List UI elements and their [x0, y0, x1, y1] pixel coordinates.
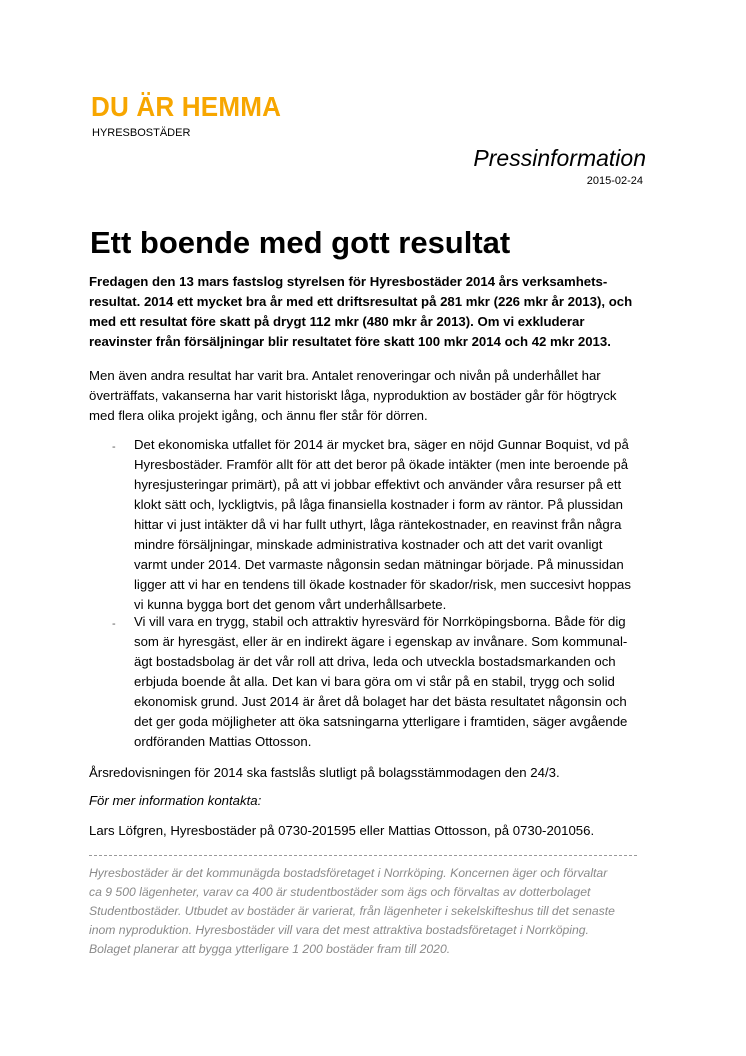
- quote-line: ligger att vi har en tendens till ökade kostnader för skador/risk, men succesivt hoppas: [134, 577, 631, 592]
- quote-line: Vi vill vara en trygg, stabil och attraktiv hyresvärd för Norrköpingsborna. Både för dig: [134, 614, 626, 629]
- quote-line: vi kunna bygga bort det genom vårt underhållsarbete.: [134, 597, 447, 612]
- quote-line: ordföranden Mattias Ottosson.: [134, 734, 312, 749]
- document-type: Pressinformation: [473, 145, 646, 171]
- quote-line: hittar vi just intäkter då vi har fullt uthyrt, låga räntekostnader, en reavinst från några: [134, 517, 622, 532]
- logo-company-name: HYRESBOSTÄDER: [92, 127, 191, 139]
- page-title: Ett boende med gott resultat: [90, 225, 511, 260]
- lead-line: resultat. 2014 ett mycket bra år med ett driftsresultat på 281 mkr (226 mkr år 2013), och: [89, 294, 633, 309]
- annual-report-note: Årsredovisningen för 2014 ska fastslås slutligt på bolagsstämmodagen den 24/3.: [89, 765, 560, 780]
- contact-line: Lars Löfgren, Hyresbostäder på 0730-201595 eller Mattias Ottosson, på 0730-201056.: [89, 823, 595, 838]
- lead-line: reavinster från försäljningar blir resultatet före skatt 100 mkr 2014 och 42 mkr 2013.: [89, 334, 611, 349]
- boilerplate-line: ca 9 500 lägenheter, varav ca 400 är studentbostäder som ägs och förvaltas av dotterbolaget: [89, 885, 591, 899]
- quote-line: erbjuda boende åt alla. Det kan vi bara göra om vi står på en stabil, trygg och solid: [134, 674, 615, 689]
- quote-line: Hyresbostäder. Framför allt för att det beror på ökade intäkter (men inte beroende på: [134, 457, 629, 472]
- quote-line: ekonomisk grund. Just 2014 är året då bolaget har det bästa resultatet någonsin och: [134, 694, 627, 709]
- lead-line: med ett resultat före skatt på drygt 112 mkr (480 mkr år 2013). Om vi exkluderar: [89, 314, 585, 329]
- bullet-marker: -: [112, 441, 116, 453]
- footer-divider: [89, 855, 637, 856]
- bullet-marker: -: [112, 618, 116, 630]
- quote-line: mindre försäljningar, minskade administrativa kostnader och att det varit ovanligt: [134, 537, 603, 552]
- boilerplate-line: Hyresbostäder är det kommunägda bostadsföretaget i Norrköping. Koncernen äger och förvaltar: [89, 866, 608, 880]
- quote-line: varmt under 2014. Det varmaste någonsin sedan mätningar började. På minussidan: [134, 557, 624, 572]
- boilerplate-line: inom nyproduktion. Hyresbostäder vill vara det mest attraktiva bostadsföretaget i Norrköping.: [89, 923, 589, 937]
- quote-line: klokt sätt och, lyckligtvis, på låga finansiella kostnader i form av räntor. På plussidan: [134, 497, 623, 512]
- lead-line: Fredagen den 13 mars fastslog styrelsen för Hyresbostäder 2014 års verksamhets-: [89, 274, 608, 289]
- boilerplate-line: Bolaget planerar att bygga ytterligare 1 200 bostäder fram till 2020.: [89, 942, 451, 956]
- contact-heading: För mer information kontakta:: [89, 793, 262, 808]
- quote-line: hyresjusteringar primärt), på att vi jobbar effektivt och använder våra resurser på ett: [134, 477, 622, 492]
- boilerplate-line: Studentbostäder. Utbudet av bostäder är varierat, från lägenheter i sekelskifteshus till det senaste: [89, 904, 615, 918]
- quote-line: ägt bostadsbolag är det vår roll att driva, leda och utveckla bostadsmarkanden och: [134, 654, 616, 669]
- intro-line: överträffats, vakanserna har varit historiskt låga, nyproduktion av bostäder går för högtryck: [89, 388, 617, 403]
- logo-wordmark: DU ÄR HEMMA: [91, 91, 282, 122]
- quote-line: som är hyresgäst, eller är en indirekt ägare i egenskap av invånare. Som kommunal-: [134, 634, 628, 649]
- intro-line: med flera olika projekt igång, och ännu fler står för dörren.: [89, 408, 428, 423]
- quote-line: Det ekonomiska utfallet för 2014 är mycket bra, säger en nöjd Gunnar Boquist, vd på: [134, 437, 629, 452]
- quote-line: det ger goda möjligheter att öka satsningarna ytterligare i framtiden, säger avgående: [134, 714, 628, 729]
- document-date: 2015-02-24: [586, 175, 643, 187]
- intro-line: Men även andra resultat har varit bra. Antalet renoveringar och nivån på underhållet har: [89, 368, 601, 383]
